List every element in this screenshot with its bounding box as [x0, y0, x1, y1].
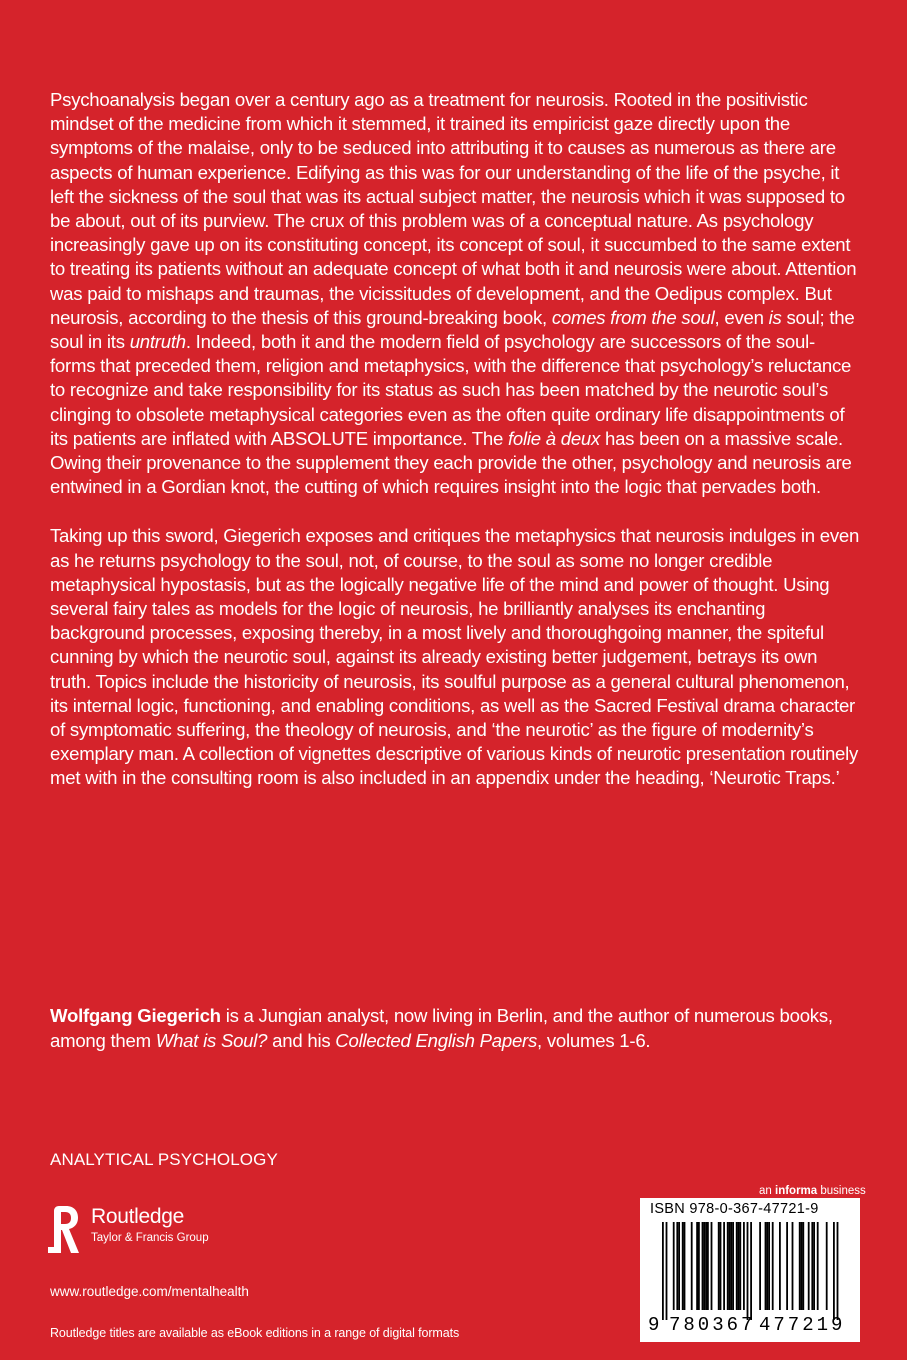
barcode-bar	[682, 1222, 684, 1310]
barcode-bar	[698, 1222, 700, 1310]
barcode-bar	[813, 1222, 815, 1310]
barcode-panel	[640, 1198, 860, 1342]
informa-text-c: business	[817, 1185, 866, 1197]
routledge-r-icon	[48, 1203, 82, 1255]
blurb-run-1: comes from the soul	[551, 306, 715, 328]
informa-text-a: an	[759, 1185, 775, 1197]
barcode-bar	[666, 1222, 668, 1320]
blurb-run-2: , even	[714, 306, 769, 328]
barcode-bar	[718, 1222, 720, 1310]
barcode-bar	[678, 1222, 680, 1310]
barcode-digits-right: 477219	[759, 1314, 846, 1336]
isbn-number: ISBN 978-0-367-47721-9	[650, 1201, 819, 1217]
blurb-paragraph-1	[50, 88, 860, 499]
barcode-bar	[703, 1222, 705, 1310]
barcode-bar	[743, 1222, 745, 1310]
barcode-bar	[786, 1222, 788, 1310]
barcode-bar	[750, 1222, 752, 1320]
publisher-logo	[48, 1203, 298, 1258]
barcode-bar	[738, 1222, 740, 1310]
bio-text-c: , volumes 1-6.	[537, 1030, 651, 1051]
author-name: Wolfgang Giegerich	[50, 1005, 221, 1026]
barcode-bar	[705, 1222, 707, 1310]
ebook-note: Routledge titles are available as eBook editions in a range of digital formats	[50, 1326, 460, 1340]
barcode-bar	[673, 1222, 675, 1310]
barcode-bar	[766, 1222, 768, 1310]
blurb-run-7: folie à deux	[507, 427, 601, 449]
barcode-bar	[747, 1222, 749, 1320]
blurb-run-5: untruth	[129, 331, 186, 353]
barcode-bar	[808, 1222, 810, 1310]
barcode-bar	[727, 1222, 729, 1310]
barcode-bar	[696, 1222, 698, 1310]
barcode-bar	[759, 1222, 761, 1310]
barcode-digit-lead: 9	[648, 1314, 660, 1336]
author-bio	[50, 1003, 860, 1053]
barcode-digits	[640, 1314, 860, 1340]
barcode-bar	[736, 1222, 738, 1310]
blurb-run-4: soul; the soul in its	[50, 306, 855, 353]
informa-tagline	[759, 1185, 866, 1197]
barcode-bar	[707, 1222, 709, 1310]
barcode-bar	[833, 1222, 835, 1320]
barcode-bar	[837, 1222, 839, 1320]
barcode-bar	[768, 1222, 770, 1310]
publisher-name: Routledge	[91, 1205, 185, 1228]
barcode-bar	[662, 1222, 664, 1320]
barcode-bar	[702, 1222, 704, 1310]
barcode-bar	[729, 1222, 731, 1310]
bio-text-a: is a Jungian analyst, now living in Berlin, and the author of numerous books, among them	[50, 1005, 833, 1051]
informa-brand: informa	[775, 1185, 818, 1197]
barcode-bar	[799, 1222, 801, 1310]
barcode-digits-left: 780367	[669, 1314, 756, 1336]
blurb-paragraph-2: Taking up this sword, Giegerich exposes and critiques the metaphysics that neurosis indulges in even as he returns psychology to the soul, not, of course, to the soul as some no longer credible metaphysical hypostasis, but as the logically negative life of the mind and power of thought. Using several fairy tales as models for the logic of neurosis, he brilliantly analyses its enchanting background processes, exposing thereby, in a most lively and thoroughgoing manner, the spiteful cunning by which the neurotic soul, against its already existing better judgement, betrays its own truth. Topics include the historicity of neurosis, its soulful purpose as a general cultural phenomenon, its internal logic, functioning, and enabling conditions, as well as the Sacred Festival drama character of symptomatic suffering, the theology of neurosis, and ‘the neurotic’ as the figure of modernity’s exemplary man. A collection of vignettes descriptive of various kinds of neurotic presentation routinely met with in the consulting room is also included in an appendix under the heading, ‘Neurotic Traps.’	[50, 525, 860, 789]
barcode-bar	[765, 1222, 767, 1310]
publisher-group: Taylor & Francis Group	[91, 1232, 209, 1244]
barcode-bar	[723, 1222, 725, 1310]
publisher-url[interactable]: www.routledge.com/mentalhealth	[50, 1284, 249, 1299]
barcode-bar	[730, 1222, 732, 1310]
barcode-bar	[817, 1222, 819, 1310]
blurb-run-6: . Indeed, both it and the modern field of psychology are successors of the soul-forms that preceded them, religion and metaphysics, with the difference that psychology’s reluctance to recognize and take responsibility for its status as such has been matched by the neurotic soul’s clinging to obsolete metaphysical categories even as the often quite ordinary life disappointments of its patients are inflated with ABSOLUTE importance. The	[50, 331, 852, 449]
barcode-bar	[801, 1222, 803, 1310]
barcode-bar	[826, 1222, 828, 1310]
bio-book-title-1: What is Soul?	[155, 1030, 268, 1051]
bio-book-title-2: Collected English Papers	[335, 1030, 538, 1051]
barcode-bar	[779, 1222, 781, 1310]
barcode-bar	[711, 1222, 713, 1310]
barcode-bar	[802, 1222, 804, 1310]
barcode-bar	[676, 1222, 678, 1310]
barcode-bar	[732, 1222, 734, 1310]
bio-text-b: and his	[267, 1030, 336, 1051]
barcode-bar	[772, 1222, 774, 1310]
barcode-bar	[684, 1222, 686, 1310]
barcode-bar	[792, 1222, 794, 1310]
barcode-bar	[720, 1222, 722, 1310]
blurb-run-0: Psychoanalysis began over a century ago as a treatment for neurosis. Rooted in the positivistic mindset of the medicine from which it stemmed, it trained its empiricist gaze directly upon the symptoms of the malaise, only to be seduced into attributing it to causes as numerous as there are aspects of human experience. Edifying as this was for our understanding of the life of the psyche, it left the sickness of the soul that was its actual subject matter, the neurosis which it was supposed to be about, out of its purview. The crux of this problem was of a conceptual nature. As psychology increasingly gave up on its constituting concept, its concept of soul, it succumbed to the same extent to treating its patients without an adequate concept of what both it and neurosis were about. Attention was paid to mishaps and traumas, the vicissitudes of development, and the Oedipus complex. But neurosis, according to the thesis of this ground-breaking book,	[50, 89, 857, 328]
barcode-bar	[739, 1222, 741, 1310]
subject-category: ANALYTICAL PSYCHOLOGY	[50, 1150, 278, 1169]
blurb-run-3: is	[768, 306, 782, 328]
blurb-run-8: has been on a massive scale. Owing their provenance to the supplement they each provide the other, psychology and neurosis are entwined in a Gordian knot, the cutting of which requires insight into the logic that pervades both.	[50, 427, 852, 498]
blurb	[50, 88, 860, 816]
barcode-bar	[691, 1222, 693, 1310]
barcode-bar	[811, 1222, 813, 1310]
